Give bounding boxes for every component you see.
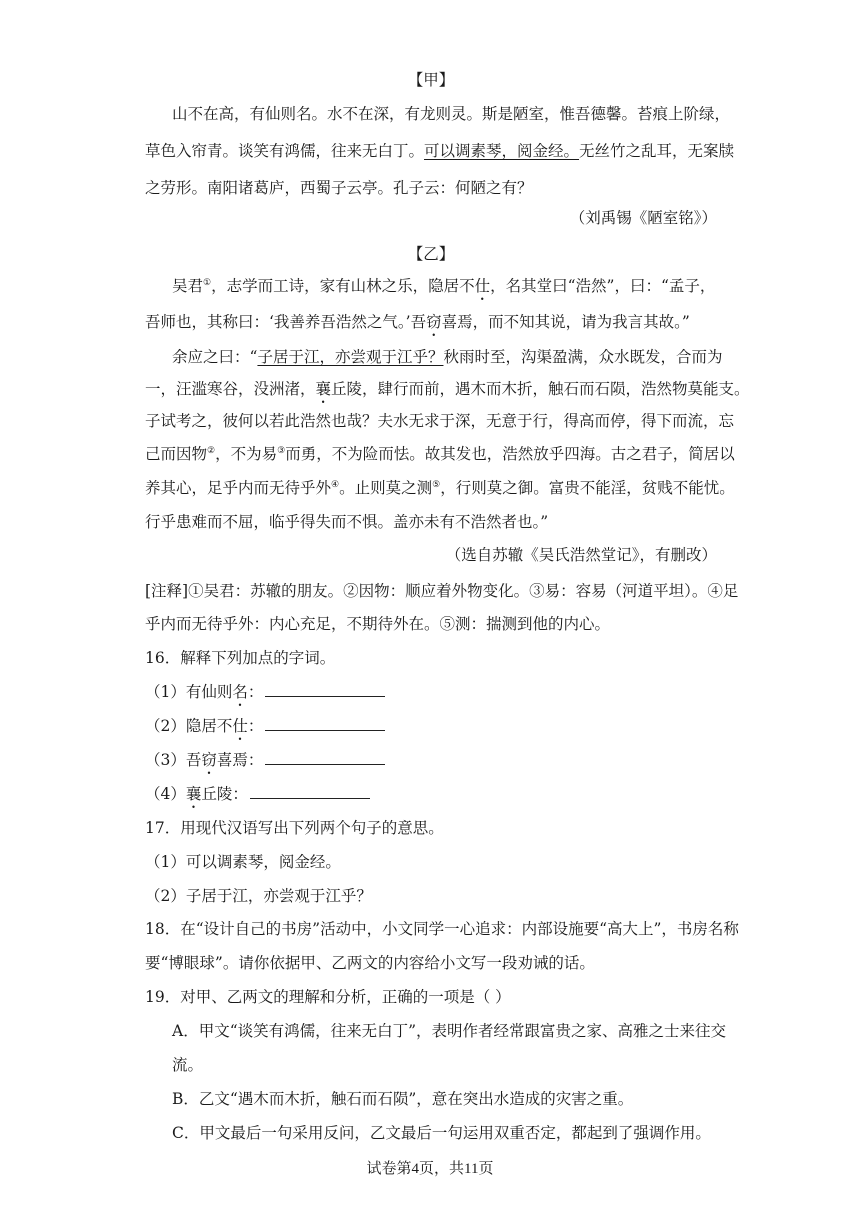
jia-line-2: 草色入帘青。谈笑有鸿儒，往来无白丁。可以调素琴，阅金经。无丝竹之乱耳，无案牍 bbox=[145, 142, 735, 160]
dotted-char: 名 bbox=[232, 683, 248, 701]
yi-p2-line-5: 养其心，足乎内而无待乎外④。止则莫之测⑤，行则莫之御。富贵不能淫，贫贱不能忧。 bbox=[145, 479, 735, 497]
page-footer: 试卷第4页，共11页 bbox=[366, 1161, 494, 1177]
q19-stem: 19．对甲、乙两文的理解和分析，正确的一项是（ ） bbox=[145, 988, 511, 1006]
yi-p2-line-6: 行乎患难而不屈，临乎得失而不惧。盖亦未有不浩然者也。” bbox=[145, 513, 549, 531]
yi-p1-line-2: 吾师也，其称曰：‘我善养吾浩然之气。’吾窃喜焉，而不知其说，请为我言其故。” bbox=[145, 313, 690, 331]
yi-source: （选自苏辙《吴氏浩然堂记》，有删改） bbox=[445, 546, 717, 564]
answer-blank[interactable] bbox=[265, 681, 385, 697]
q17-item-2: （2）子居于江，亦尝观于江乎？ bbox=[145, 887, 372, 905]
dotted-char: 窃 bbox=[201, 751, 217, 769]
q18-line-1: 18．在“设计自己的书房”活动中，小文同学一心追求：内部设施要“高大上”，书房名称 bbox=[145, 920, 739, 938]
jia-underlined-sentence: 可以调素琴，阅金经。 bbox=[424, 142, 580, 160]
answer-blank[interactable] bbox=[265, 749, 385, 765]
q16-item-2: （2）隐居不仕： bbox=[145, 715, 717, 744]
yi-p1-line-1: 吴君①，志学而工诗，家有山林之乐，隐居不仕，名其堂曰“浩然”，曰：“孟子， bbox=[172, 277, 716, 295]
q16-stem: 16．解释下列加点的字词。 bbox=[145, 649, 336, 667]
q17-stem: 17．用现代汉语写出下列两个句子的意思。 bbox=[145, 819, 444, 837]
dotted-char: 仕 bbox=[232, 717, 248, 735]
dotted-char: 襄 bbox=[315, 380, 332, 398]
q19-option-b[interactable]: B．乙文“遇木而木折，触石而石陨”，意在突出水造成的灾害之重。 bbox=[172, 1090, 634, 1108]
dotted-char: 仕 bbox=[474, 277, 491, 295]
q18-line-2: 要“博眼球”。请你依据甲、乙两文的内容给小文写一段劝诫的话。 bbox=[145, 954, 595, 972]
notes-line-1: [注释]①吴君：苏辙的朋友。②因物：顺应着外物变化。③易：容易（河道平坦）。④足 bbox=[145, 582, 739, 600]
dotted-char: 窃 bbox=[426, 313, 442, 331]
yi-underlined-sentence: 子居于江，亦尝观于江乎？ bbox=[257, 348, 444, 366]
yi-p2-line-1: 余应之曰：“子居于江，亦尝观于江乎？秋雨时至，沟渠盈满，众水既发，合而为 bbox=[172, 348, 723, 366]
q16-item-1: （1）有仙则名： bbox=[145, 681, 717, 710]
dotted-char: 襄 bbox=[185, 785, 202, 803]
jia-line-3: 之劳形。南阳诸葛庐，西蜀子云亭。孔子云：何陋之有？ bbox=[145, 179, 533, 197]
answer-blank[interactable] bbox=[250, 783, 370, 799]
notes-line-2: 乎内而无待乎外：内心充足，不期待外在。⑤测：揣测到他的内心。 bbox=[145, 615, 611, 633]
yi-p2-line-2: 一，汪滥寒谷，没洲渚，襄丘陵，肆行而前，遇木而木折，触石而石陨，浩然物莫能支。 bbox=[145, 380, 750, 398]
q17-item-1: （1）可以调素琴，阅金经。 bbox=[145, 853, 341, 871]
q19-option-a[interactable]: A．甲文“谈笑有鸿儒，往来无白丁”，表明作者经常跟富贵之家、高雅之士来往交 bbox=[172, 1022, 727, 1040]
jia-line-1: 山不在高，有仙则名。水不在深，有龙则灵。斯是陋室，惟吾德馨。苔痕上阶绿， bbox=[172, 105, 731, 123]
yi-p2-line-4: 己而因物②，不为易③而勇，不为险而怯。故其发也，浩然放乎四海。古之君子，简居以 bbox=[145, 445, 735, 463]
q19-option-c[interactable]: C．甲文最后一句采用反问，乙文最后一句运用双重否定，都起到了强调作用。 bbox=[172, 1124, 711, 1142]
yi-p2-line-3: 子试考之，彼何以若此浩然也哉？夫水无求于深，无意于行，得高而停，得下而流，忘 bbox=[145, 412, 735, 430]
section-heading-yi: 【乙】 bbox=[407, 246, 455, 263]
section-heading-jia: 【甲】 bbox=[407, 72, 455, 89]
q19-option-a-cont: 流。 bbox=[172, 1056, 204, 1074]
answer-blank[interactable] bbox=[265, 715, 385, 731]
jia-source: （刘禹锡《陋室铭》） bbox=[569, 209, 717, 227]
q16-item-4: （4）襄丘陵： bbox=[145, 783, 717, 812]
q16-item-3: （3）吾窃喜焉： bbox=[145, 749, 717, 778]
